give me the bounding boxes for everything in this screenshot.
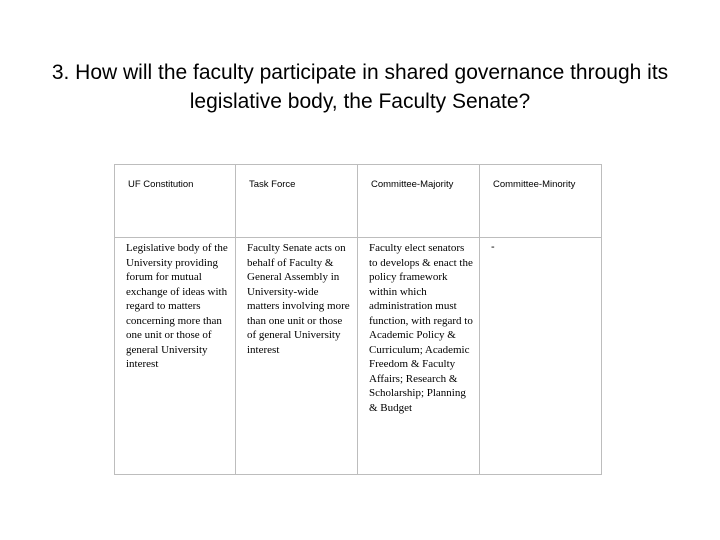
header-cell-uf-constitution — [115, 165, 236, 238]
header-cell-committee-minority — [480, 165, 602, 238]
header-label: UF Constitution — [128, 179, 194, 190]
header-label: Committee-Majority — [371, 179, 454, 190]
cell-text: Faculty elect senators to develops & enact the policy framework within which administration must function, with regard to Academic Policy & Curriculum; Academic Freedom & Faculty Affairs; Research & Scholarship; Planning & Budget — [369, 242, 473, 414]
cell-text: - — [491, 241, 495, 253]
cell-committee-majority — [358, 238, 480, 475]
table-header-row — [115, 165, 602, 238]
header-label: Task Force — [249, 179, 296, 190]
cell-text: Faculty Senate acts on behalf of Faculty & General Assembly in University-wide matters involving more than one unit or those of general University interest — [247, 242, 350, 356]
comparison-table — [114, 164, 602, 475]
table-row — [115, 238, 602, 475]
cell-text: Legislative body of the University providing forum for mutual exchange of ideas with regard to matters concerning more than one unit or those of general University interest — [126, 242, 228, 370]
cell-task-force — [236, 238, 358, 475]
cell-committee-minority — [480, 238, 602, 475]
header-cell-committee-majority — [358, 165, 480, 238]
header-cell-task-force — [236, 165, 358, 238]
cell-uf-constitution — [115, 238, 236, 475]
header-label: Committee-Minority — [493, 179, 576, 190]
slide-title: 3. How will the faculty participate in shared governance through its legislative body, the Faculty Senate? — [51, 61, 669, 113]
